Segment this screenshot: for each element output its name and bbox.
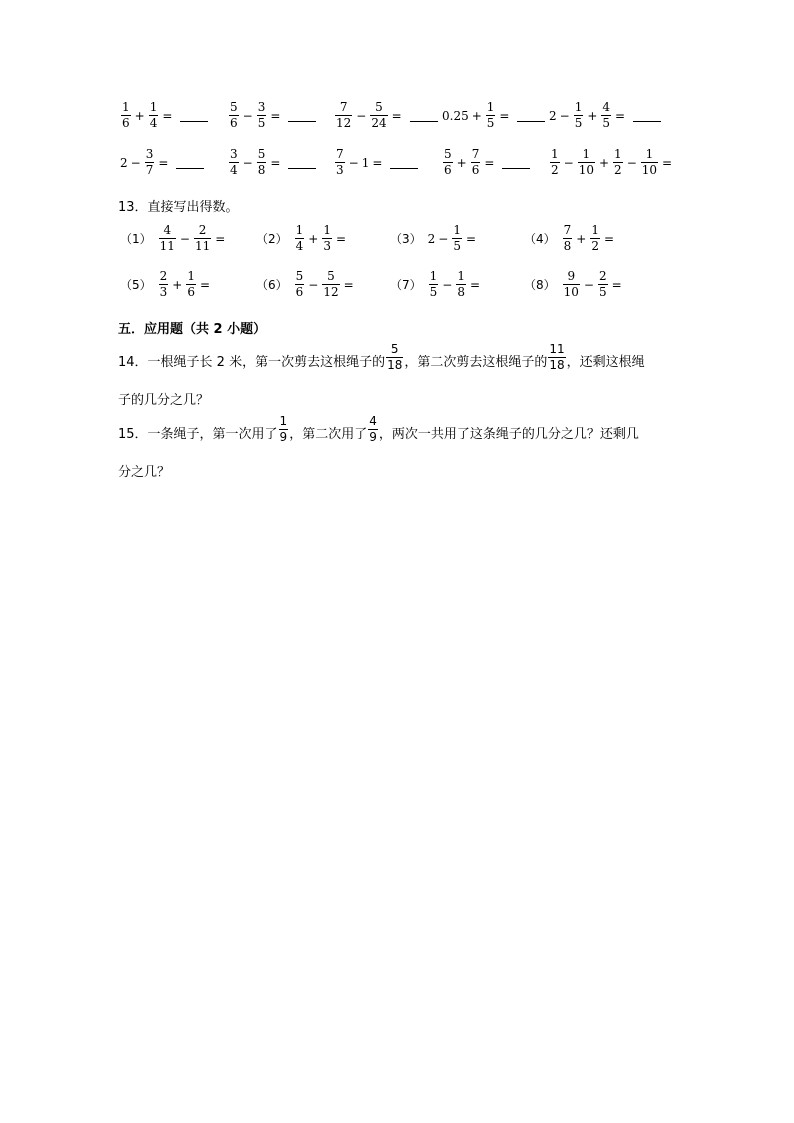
q13-item-2: （2） $\frac{1}{4}$ + $\frac{1}{3}$ = <box>256 223 347 253</box>
answer-blank[interactable] <box>176 156 204 169</box>
fraction: $\frac{11}{18}$ <box>549 342 565 372</box>
fraction: $\frac{5}{6}$ <box>444 147 452 177</box>
answer-blank[interactable] <box>517 109 545 122</box>
q13-item-1: （1） $\frac{4}{11}$ − $\frac{2}{11}$ = <box>120 223 226 253</box>
fraction: $\frac{2}{5}$ <box>598 269 607 299</box>
fraction: $\frac{1}{8}$ <box>457 269 465 299</box>
fraction: $\frac{5}{24}$ <box>371 100 387 130</box>
fraction: $\frac{1}{2}$ <box>591 223 599 253</box>
answer-blank[interactable] <box>410 109 438 122</box>
question-15-line-1: 15．一条绳子，第一次用了 $\frac{1}{9}$ ，第二次用了 $\frac{4}{9}$ ，两次一共用了这条绳子的几分之几？还剩几 <box>118 414 639 444</box>
q13-row-2 <box>0 270 794 310</box>
calc-item: $\frac{5}{6}$ − $\frac{3}{5}$ = <box>228 101 316 130</box>
answer-blank[interactable] <box>633 109 661 122</box>
calc-item: $\frac{1}{2}$ − $\frac{1}{10}$ + $\frac{1}{2}$ − $\frac{1}{10}$ = <box>551 147 673 177</box>
fraction: $\frac{1}{5}$ <box>574 100 583 130</box>
fraction: $\frac{1}{5}$ <box>486 100 495 130</box>
fraction: $\frac{2}{11}$ <box>194 223 211 253</box>
question-15-line-2: 分之几？ <box>118 465 171 480</box>
fraction: $\frac{9}{10}$ <box>563 269 579 299</box>
q13-item-3: （3） 2 − $\frac{1}{5}$ = <box>390 223 477 253</box>
calc-item: $\frac{1}{6}$ + $\frac{1}{4}$ = <box>120 101 208 130</box>
fraction: $\frac{1}{5}$ <box>453 223 461 253</box>
fraction: $\frac{1}{5}$ <box>429 269 438 299</box>
calc-item: 0.25 + $\frac{1}{5}$ = <box>442 101 545 130</box>
calc-row-2 <box>0 148 794 188</box>
answer-blank[interactable] <box>180 109 208 122</box>
fraction: $\frac{5}{12}$ <box>323 269 339 299</box>
q13-row-1 <box>0 224 794 264</box>
fraction: $\frac{1}{2}$ <box>551 147 559 177</box>
fraction: $\frac{1}{10}$ <box>641 147 658 177</box>
fraction: $\frac{3}{5}$ <box>257 100 266 130</box>
calc-item: 2 − $\frac{1}{5}$ + $\frac{4}{5}$ = <box>549 101 661 130</box>
fraction: $\frac{4}{9}$ <box>369 414 377 444</box>
calc-item: $\frac{3}{4}$ − $\frac{5}{8}$ = <box>228 148 316 177</box>
fraction: $\frac{1}{6}$ <box>187 269 195 299</box>
q13-item-8: （8） $\frac{9}{10}$ − $\frac{2}{5}$ = <box>524 269 622 299</box>
calc-item: $\frac{7}{3}$ − 1 = <box>334 148 418 177</box>
fraction: $\frac{7}{6}$ <box>471 147 480 177</box>
q13-item-6: （6） $\frac{5}{6}$ − $\frac{5}{12}$ = <box>256 269 354 299</box>
fraction: $\frac{1}{10}$ <box>578 147 594 177</box>
question-13-title: 13．直接写出得数。 <box>118 200 239 215</box>
fraction: $\frac{1}{2}$ <box>614 147 622 177</box>
answer-blank[interactable] <box>288 109 316 122</box>
q13-item-4: （4） $\frac{7}{8}$ + $\frac{1}{2}$ = <box>524 223 615 253</box>
fraction: $\frac{3}{4}$ <box>230 147 238 177</box>
fraction: $\frac{3}{7}$ <box>145 147 154 177</box>
answer-blank[interactable] <box>390 156 418 169</box>
fraction: $\frac{5}{6}$ <box>230 100 238 130</box>
fraction: $\frac{5}{18}$ <box>387 342 403 372</box>
section-5-title: 五．应用题（共 2 小题） <box>118 322 267 337</box>
q13-item-7: （7） $\frac{1}{5}$ − $\frac{1}{8}$ = <box>390 269 481 299</box>
answer-blank[interactable] <box>288 156 316 169</box>
fraction: $\frac{4}{5}$ <box>602 100 611 130</box>
fraction: $\frac{1}{4}$ <box>295 223 304 253</box>
question-14-line-2: 子的几分之几？ <box>118 393 210 408</box>
fraction: $\frac{4}{11}$ <box>159 223 175 253</box>
fraction: $\frac{2}{3}$ <box>159 269 168 299</box>
fraction: $\frac{7}{12}$ <box>336 100 352 130</box>
question-14-line-1: 14．一根绳子长 2 米，第一次剪去这根绳子的 $\frac{5}{18}$ ，第二次剪去这根绳子的 $\frac{11}{18}$ ，还剩这根绳 <box>118 342 645 372</box>
calc-item: $\frac{7}{12}$ − $\frac{5}{24}$ = <box>334 101 438 130</box>
fraction: $\frac{5}{8}$ <box>257 147 266 177</box>
fraction: $\frac{5}{6}$ <box>295 269 304 299</box>
fraction: $\frac{1}{6}$ <box>122 100 130 130</box>
fraction: $\frac{1}{4}$ <box>149 100 158 130</box>
fraction: $\frac{1}{3}$ <box>323 223 331 253</box>
fraction: $\frac{7}{3}$ <box>336 147 344 177</box>
answer-blank[interactable] <box>502 156 530 169</box>
calc-item: $\frac{5}{6}$ + $\frac{7}{6}$ = <box>442 148 530 177</box>
fraction: $\frac{7}{8}$ <box>563 223 572 253</box>
fraction: $\frac{1}{9}$ <box>279 414 288 444</box>
q13-item-5: （5） $\frac{2}{3}$ + $\frac{1}{6}$ = <box>120 269 211 299</box>
calc-row-1 <box>0 101 794 141</box>
calc-item: 2 − $\frac{3}{7}$ = <box>120 148 204 177</box>
